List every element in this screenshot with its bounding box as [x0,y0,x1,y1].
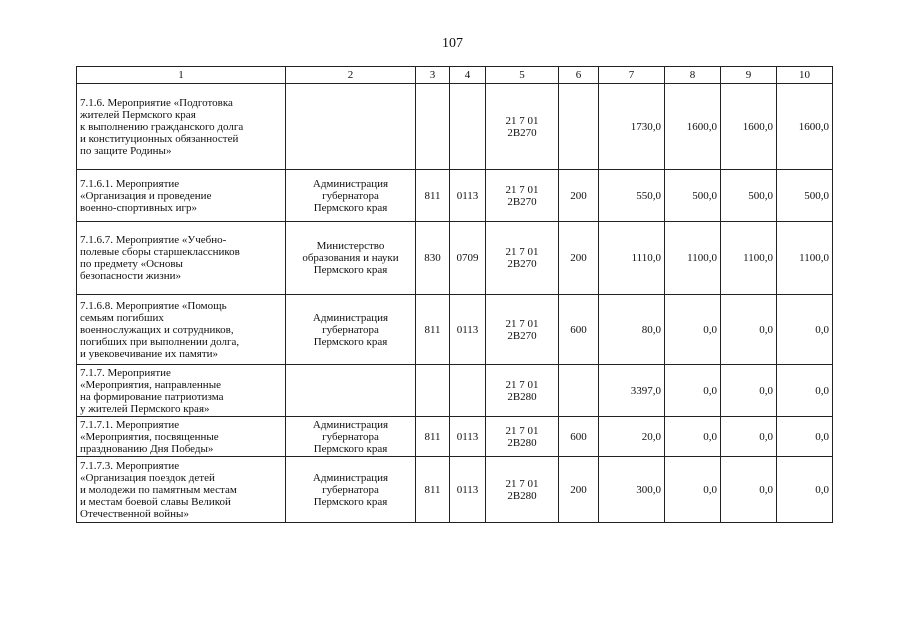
expense-type-code: 200 [559,457,599,523]
executor [286,417,416,457]
table-row [77,170,833,222]
amount-col9: 0,0 [721,365,777,417]
expense-type-code: 600 [559,417,599,457]
cell-line: губернатора [322,430,379,443]
cell-line: 7.1.7. Мероприятие [80,366,171,379]
cell-line: губернатора [322,483,379,496]
cell-line: Администрация [312,471,389,484]
section-code [450,84,486,170]
cell-line: 2В270 [507,258,537,270]
ministry-code: 830 [416,222,450,295]
cell-line: жителей Пермского края [80,108,196,121]
executor [286,457,416,523]
executor [286,295,416,365]
target-article-code [486,417,559,457]
measure-name [77,84,286,170]
page-number: 107 [442,36,463,51]
section-code: 0709 [450,222,486,295]
table-row [77,365,833,417]
amount-col8: 0,0 [665,417,721,457]
cell-line: 7.1.6. Мероприятие «Подготовка [80,96,233,109]
cell-line: безопасности жизни» [80,270,181,282]
target-article-code [486,84,559,170]
cell-line: Пермского края [313,335,388,348]
cell-line: 7.1.6.1. Мероприятие [80,177,180,190]
target-article-code [486,295,559,365]
cell-line: 21 7 01 [505,317,539,330]
cell-line: «Мероприятия, направленные [80,378,221,391]
amount-col7: 3397,0 [599,365,665,417]
amount-col7: 1730,0 [599,84,665,170]
cell-line: 21 7 01 [505,114,539,127]
amount-col9: 0,0 [721,295,777,365]
cell-line: на формирование патриотизма [80,390,224,403]
amount-col7: 80,0 [599,295,665,365]
amount-col8: 0,0 [665,295,721,365]
cell-line: образования и науки [302,252,399,264]
ministry-code: 811 [416,457,450,523]
cell-line: 21 7 01 [505,378,539,391]
column-header: 7 [599,67,665,84]
amount-col7: 550,0 [599,170,665,222]
column-header: 8 [665,67,721,84]
amount-col10: 1100,0 [777,222,833,295]
cell-line: 21 7 01 [505,246,539,258]
cell-line: 7.1.6.8. Мероприятие «Помощь [80,299,227,312]
cell-line: 2В270 [507,126,537,139]
column-header: 1 [77,67,286,84]
cell-line: полевые сборы старшеклассников [80,246,240,258]
cell-line: 2В270 [507,195,537,208]
column-header: 9 [721,67,777,84]
cell-line: губернатора [322,189,379,202]
cell-line: Пермского края [313,495,388,508]
cell-line: военно-спортивных игр» [80,201,198,214]
cell-line: и конституционных обязанностей [80,132,239,145]
cell-line: 2В280 [507,436,537,449]
cell-line: 7.1.7.1. Мероприятие [80,418,180,431]
expense-type-code: 200 [559,170,599,222]
cell-line: у жителей Пермского края» [80,402,210,415]
ministry-code [416,365,450,417]
amount-col10: 1600,0 [777,84,833,170]
cell-line: «Мероприятия, посвященные [80,430,219,443]
cell-line: 2В270 [507,329,537,342]
column-header: 3 [416,67,450,84]
cell-line: Министерство [316,240,385,252]
expense-type-code [559,365,599,417]
cell-line: Отечественной войны» [80,507,189,520]
cell-line: семьям погибших [80,311,164,324]
amount-col9: 1100,0 [721,222,777,295]
section-code: 0113 [450,295,486,365]
cell-line: 2В280 [507,390,537,403]
cell-line: губернатора [322,323,379,336]
cell-line: Пермского края [313,264,388,276]
amount-col8: 1100,0 [665,222,721,295]
column-header: 10 [777,67,833,84]
cell-line: «Организация поездок детей [80,471,215,484]
cell-line: 21 7 01 [505,477,539,490]
budget-table [76,66,833,523]
column-header: 6 [559,67,599,84]
executor [286,365,416,417]
amount-col8: 500,0 [665,170,721,222]
section-code [450,365,486,417]
table-header-row [77,67,833,84]
cell-line: погибших при выполнении долга, [80,335,240,348]
cell-line: и местам боевой славы Великой [80,495,231,508]
table-row [77,457,833,523]
cell-line: 7.1.7.3. Мероприятие [80,459,180,472]
cell-line: 2В280 [507,489,537,502]
measure-name [77,295,286,365]
cell-line: 7.1.6.7. Мероприятие «Учебно- [80,234,227,246]
target-article-code [486,222,559,295]
amount-col8: 0,0 [665,457,721,523]
executor [286,84,416,170]
amount-col7: 1110,0 [599,222,665,295]
expense-type-code: 600 [559,295,599,365]
cell-line: к выполнению гражданского долга [80,120,244,133]
amount-col7: 20,0 [599,417,665,457]
amount-col10: 0,0 [777,457,833,523]
cell-line: по защите Родины» [80,144,172,157]
amount-col10: 0,0 [777,417,833,457]
cell-line: Пермского края [313,201,388,214]
cell-line: и увековечивание их памяти» [80,347,219,360]
amount-col10: 500,0 [777,170,833,222]
target-article-code [486,170,559,222]
table-row [77,417,833,457]
measure-name [77,365,286,417]
amount-col7: 300,0 [599,457,665,523]
amount-col8: 1600,0 [665,84,721,170]
table-row [77,222,833,295]
expense-type-code [559,84,599,170]
cell-line: 21 7 01 [505,424,539,437]
measure-name [77,457,286,523]
cell-line: «Организация и проведение [80,189,212,202]
executor [286,222,416,295]
measure-name [77,417,286,457]
table-row [77,84,833,170]
cell-line: Администрация [312,177,389,190]
amount-col9: 0,0 [721,417,777,457]
ministry-code [416,84,450,170]
cell-line: 21 7 01 [505,183,539,196]
cell-line: по предмету «Основы [80,258,183,270]
ministry-code: 811 [416,417,450,457]
cell-line: празднованию Дня Победы» [80,442,214,455]
table-row [77,295,833,365]
amount-col8: 0,0 [665,365,721,417]
ministry-code: 811 [416,170,450,222]
section-code: 0113 [450,457,486,523]
section-code: 0113 [450,170,486,222]
target-article-code [486,457,559,523]
amount-col9: 1600,0 [721,84,777,170]
expense-type-code: 200 [559,222,599,295]
amount-col9: 0,0 [721,457,777,523]
ministry-code: 811 [416,295,450,365]
executor [286,170,416,222]
cell-line: военнослужащих и сотрудников, [80,323,234,336]
measure-name [77,222,286,295]
amount-col10: 0,0 [777,365,833,417]
amount-col10: 0,0 [777,295,833,365]
cell-line: и молодежи по памятным местам [80,483,237,496]
column-header: 4 [450,67,486,84]
section-code: 0113 [450,417,486,457]
measure-name [77,170,286,222]
column-header: 5 [486,67,559,84]
column-header: 2 [286,67,416,84]
amount-col9: 500,0 [721,170,777,222]
target-article-code [486,365,559,417]
cell-line: Администрация [312,418,389,431]
cell-line: Администрация [312,311,389,324]
cell-line: Пермского края [313,442,388,455]
